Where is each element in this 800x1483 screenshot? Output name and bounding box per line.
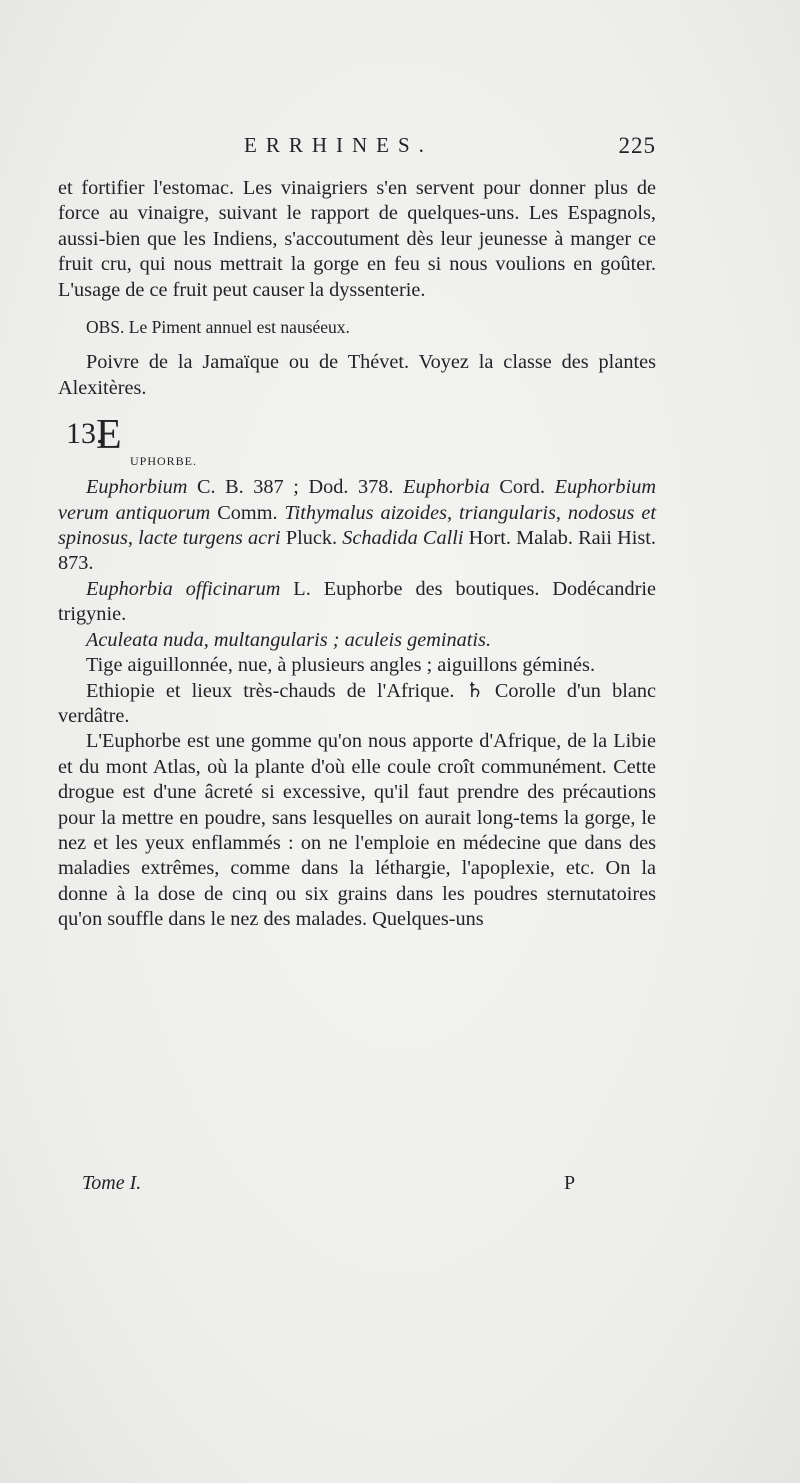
linnaean-classification: L. Euphorbe des boutiques. Dodécandrie trigynie. — [58, 577, 656, 626]
synonym-text: Hort. Malab. Raii Hist. 873. — [58, 527, 656, 575]
synonym-text: Cord. — [489, 476, 555, 499]
running-title: ERRHINES. — [244, 133, 433, 157]
cross-reference: Poivre de la Jamaïque ou de Thévet. Voyez la classe des plantes Alexitères. — [58, 351, 656, 399]
synonym-text: Schadida Calli — [342, 527, 464, 550]
linnaean-name: Euphorbia officinarum — [86, 577, 281, 600]
synonym-text: Comm. — [210, 501, 285, 524]
section-title-rest: UPHORBE. — [130, 454, 198, 469]
page-footer — [58, 1172, 656, 1202]
synonym-text: C. B. 387 ; Dod. 378. — [187, 476, 404, 499]
section-heading — [58, 412, 656, 475]
section-title-initial: E — [96, 412, 122, 459]
text-block — [58, 176, 656, 933]
synonym-text: Euphorbium — [86, 476, 188, 499]
page-number: 225 — [618, 133, 656, 158]
synonym-text: Euphorbium verum antiquorum — [58, 476, 656, 524]
latin-diagnosis: Aculeata nuda, multangularis ; aculeis geminatis. — [86, 628, 492, 651]
page-header — [58, 133, 656, 167]
synonym-text: Pluck. — [280, 527, 343, 550]
synonymy-paragraph — [58, 475, 656, 577]
linnaean-name-paragraph — [58, 577, 656, 628]
observation-note: OBS. Le Piment annuel est nauséeux. — [86, 317, 350, 338]
synonym-text: Tithymalus aizoides, triangularis, nodosus et spinosus, lacte turgens acri — [58, 501, 656, 550]
paragraph-continuation: et fortifier l'estomac. Les vinaigriers s'en servent pour donner plus de force au vinaigre, suivant le rapport de quelques-uns. Les Espagnols, aussi-bien que les Indiens, s'accoutument dès leur jeunesse à manger ce fruit cru, qui nous mettrait la gorge en feu si nous voulions en goûter. L'usage de ce fruit peut causer la dyssenterie. — [58, 177, 656, 301]
volume-label: Tome I. — [82, 1172, 142, 1194]
habitat-paragraph: Ethiopie et lieux très-chauds de l'Afrique. ♄ Corolle d'un blanc verdâtre. — [58, 679, 656, 727]
description-paragraph: Tige aiguillonnée, nue, à plusieurs angles ; aiguillons géminés. — [86, 654, 596, 677]
section-number: 13. — [66, 417, 104, 451]
main-paragraph: L'Euphorbe est une gomme qu'on nous apporte d'Afrique, de la Libie et du mont Atlas, où la plante d'où elle coule croît communément. Cette drogue est d'une âcreté si excessive, qu'il faut prendre des précautions pour la mettre en poudre, sans lesquelles on aurait long-tems la gorge, le nez et les yeux enflammés : on ne l'emploie en médecine que dans des maladies extrêmes, comme dans la léthargie, l'apoplexie, etc. On la donne à la dose de cinq ou six grains dans les poudres sternutatoires qu'on souffle dans le nez des malades. Quelques-uns — [58, 730, 656, 931]
synonym-text: Euphorbia — [403, 476, 490, 499]
signature-mark: P — [564, 1172, 576, 1194]
